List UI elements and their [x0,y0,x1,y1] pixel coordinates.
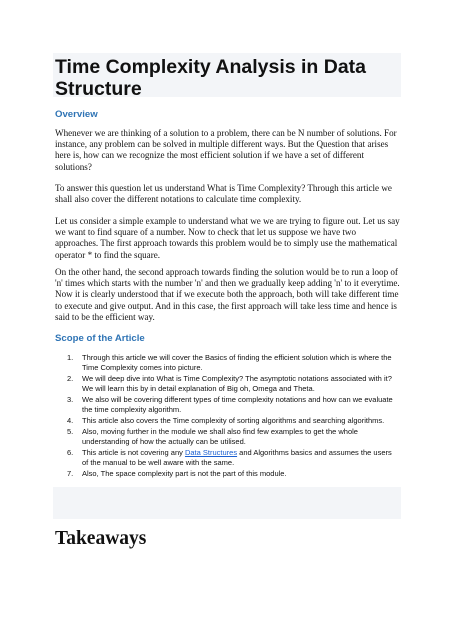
scope-item-number: 6. [67,447,74,457]
scope-item-number: 2. [67,374,74,383]
scope-item-text: Also, The space complexity part is not the part of this module. [82,468,287,478]
overview-paragraph-3: Let us consider a simple example to understand what we we are trying to figure out. Let us say we want to find square of a number. Now to check that let us suppose we have two approaches. The first approach towards this problem would be to simply use the mathematical operator * to find the square. [55,216,400,260]
scope-item-text: We also will be covering different types of time complexity notations and how can we evaluate the time complexity algorithm. [82,395,393,415]
scope-item-3 [55,395,400,416]
scope-item-text-before-link: This article is not covering any [82,447,185,457]
page-title: Time Complexity Analysis in Data Structure [55,56,367,100]
scope-item-5 [55,427,400,448]
scope-item-number: 7. [67,468,74,478]
scope-item-text: This article also covers the Time complexity of sorting algorithms and searching algorithms. [82,416,385,425]
scope-item-7 [55,469,400,479]
data-structures-link[interactable]: Data Structures [184,447,238,457]
scope-item-1 [55,353,400,374]
scope-item-text-after-link: and Algorithms basics and assumes the users of the manual to be well aware with the same. [82,447,392,467]
scope-item-text: We will deep dive into What is Time Complexity? The asymptotic notations associated with it? We will learn this by in detail explanation of Big oh, Omega and Theta. [82,374,392,394]
scope-heading: Scope of the Article [55,333,145,344]
overview-paragraph-1: Whenever we are thinking of a solution to a problem, there can be N number of solutions. For instance, any problem can be solved in multiple different ways. But the Question that arises here is, how can we recognize the most efficient solution if we have a set of different solutions? [55,128,397,172]
empty-content-block [53,487,401,519]
scope-item-6 [55,448,400,469]
scope-item-number: 3. [67,395,74,404]
takeaways-heading: Takeaways [55,528,147,549]
scope-list [55,353,400,479]
overview-paragraph-2: To answer this question let us understand What is Time Complexity? Through this article we shall also cover the different notations to calculate time complexity. [55,183,392,205]
scope-item-text: Through this article we will cover the Basics of finding the efficient solution which is where the Time Complexity comes into picture. [82,353,392,373]
scope-item-2 [55,374,400,395]
overview-heading: Overview [55,109,98,120]
scope-item-number: 5. [67,426,74,436]
scope-item-number: 4. [67,416,74,425]
overview-paragraph-4: On the other hand, the second approach towards finding the solution would be to run a loop of 'n' times which starts with the number 'n' and then we gradually keep adding 'n' to it everytime. Now it is clearly understood that if we execute both the approach, both will take different time to execute and give output. And in this case, the first approach will take less time and hence is said to be the efficient way. [55,267,400,322]
scope-item-4 [55,416,400,426]
scope-item-text: Also, moving further in the module we shall also find few examples to get the whole understanding of how the actually can be utilised. [82,426,358,446]
scope-item-number: 1. [67,353,74,362]
